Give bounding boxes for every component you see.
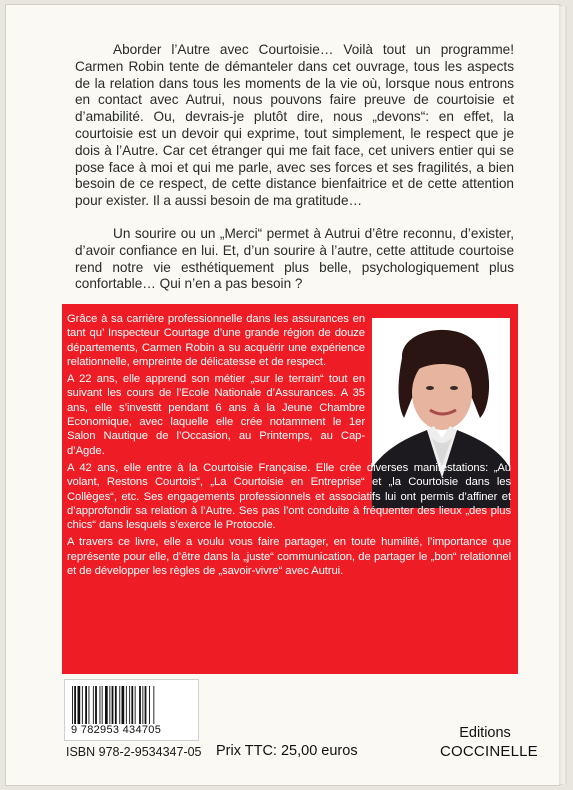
barcode-bar <box>149 686 150 724</box>
bio-paragraph-3: A 42 ans, elle entre à la Courtoisie Française. Elle crée diverses manifestations: „Au volant, Restons Courtois“, „La Courtoisie en Entreprise“ et „la Courtoisie dans les Collèges“, etc. Ses engagements professionnels et associatifs lui ont permis d’affiner et d’approfondir sa relation à l’Autre. Ses pas l’ont conduite à fréquenter des lieux „des plus chics“ dans lesquels s’exerce le Protocole. <box>67 461 511 532</box>
barcode-bar <box>131 686 133 724</box>
barcode-bar <box>72 686 73 724</box>
bio-paragraph-2: A 22 ans, elle apprend son métier „sur le terrain“ tout en suivant les cours de l’Ecole Nationale d’Assurances. A 35 ans, elle s’investit pendant 6 ans à la Jeune Chambre Economique, avec laquelle elle crée notamment le 1er Salon Nautique de l’Occasion, au Printemps, au Cap- d’Agde. <box>67 373 365 457</box>
barcode-bar <box>100 686 101 724</box>
barcode-bar <box>139 686 141 724</box>
barcode-bar <box>95 686 97 724</box>
barcode-label <box>64 679 199 741</box>
intro-paragraph-1: Aborder l’Autre avec Courtoisie… Voilà tout un programme! Carmen Robin tente de démanteler dans cet ouvrage, tous les aspects de la relation dans tous les moments de la vie où, lorsque nous entrons en contact avec Autrui, nous pouvons faire preuve de courtoisie et d’amabilité. Ou, devrais-je plutôt dire, nous „devons“: en effet, la courtoisie est un devoir qui exprime, tout simplement, le respect que je dois à l’Autre. Car cet étranger qui me fait face, cet univers entier qui se pose face à moi et qui me parle, avec ses forces et ses fragilités, a bien besoin de ce respect, de cette distance bienfaitrice et de cette attention pour exister. Il a aussi besoin de ma gratitude… <box>75 42 514 209</box>
publisher-name: COCCINELLE <box>440 743 538 760</box>
barcode-bar <box>112 686 114 724</box>
barcode-bar <box>89 686 90 724</box>
intro-text <box>75 42 514 293</box>
barcode-icon <box>71 686 193 724</box>
barcode-bar <box>78 686 81 724</box>
barcode-bar <box>145 686 147 724</box>
barcode-bar <box>126 686 127 724</box>
barcode-bar <box>109 686 110 724</box>
barcode-bar <box>135 686 136 724</box>
barcode-bar <box>119 686 120 724</box>
bio-paragraph-1: Grâce à sa carrière professionnelle dans les assurances en tant qu’ Inspecteur Courtage d’une grande région de douze départements, Carmen Robin a su acquérir une expérience relationnelle, empreinte de délicatesse et de respect. <box>67 313 365 368</box>
price-label: Prix TTC: 25,00 euros <box>216 743 358 759</box>
barcode-digits: 9 782953 434705 <box>71 724 162 736</box>
author-bio-text <box>67 312 511 578</box>
barcode-bar <box>153 686 154 724</box>
barcode-bar <box>129 686 130 724</box>
cover-edge <box>559 6 567 784</box>
barcode-bar <box>82 686 83 724</box>
barcode-bar <box>85 686 87 724</box>
barcode-bar <box>102 686 103 724</box>
isbn-number: ISBN 978-2-9534347-05 <box>66 745 202 759</box>
bio-paragraph-4: A travers ce livre, elle a voulu vous faire partager, en toute humilité, l’importance que représente pour elle, d’être dans la „juste“ communication, de partager le „bon“ relationnel et de développer les règles de „savoir-vivre“ avec Autrui. <box>67 536 511 578</box>
barcode-bar <box>105 686 108 724</box>
publisher-line-1: Editions <box>459 725 511 741</box>
barcode-bar <box>74 686 76 724</box>
barcode-bar <box>93 686 94 724</box>
barcode-bar <box>122 686 125 724</box>
intro-paragraph-2: Un sourire ou un „Merci“ permet à Autrui d’être reconnu, d’exister, d’avoir confiance en lui. Et, d’un sourire à l’autre, cette attitude courtoise rend notre vie esthétiquement plus belle, psychologiquement plus confortable… Qui n’en a pas besoin ? <box>75 225 514 292</box>
barcode-bar <box>142 686 143 724</box>
barcode-bar <box>115 686 117 724</box>
